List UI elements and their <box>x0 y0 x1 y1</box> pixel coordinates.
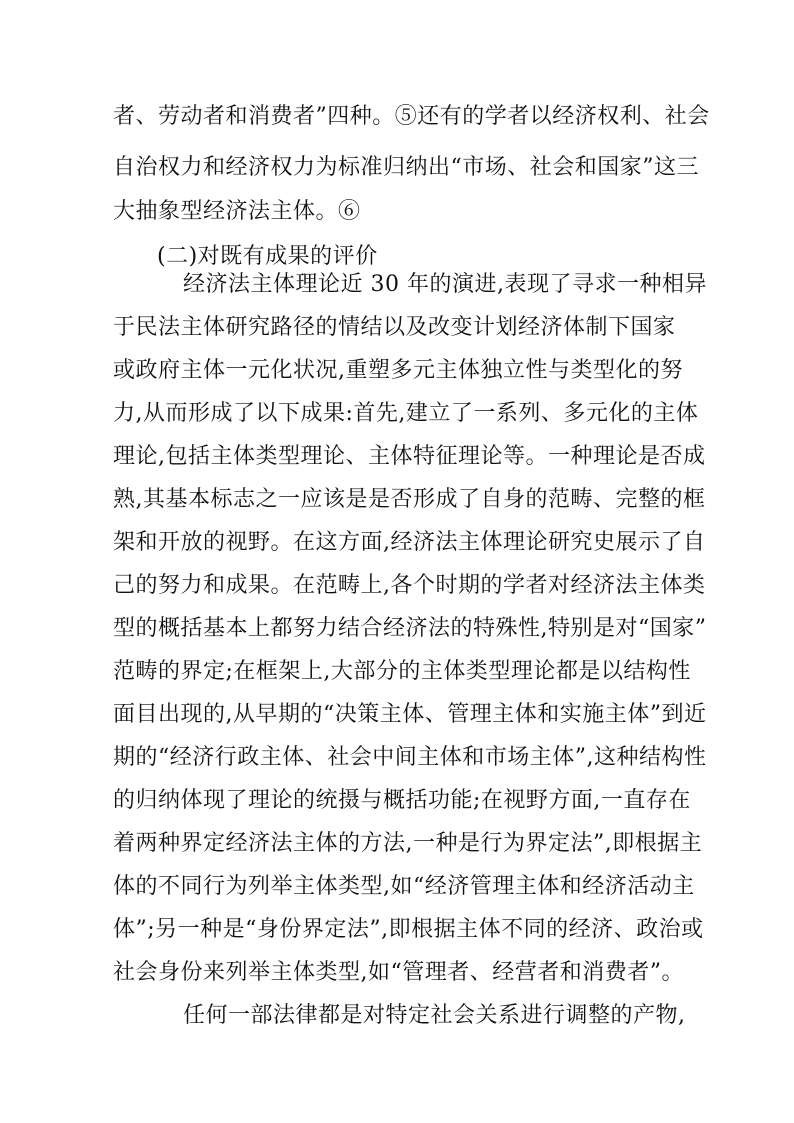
text-line: 社会身份来列举主体类型,如“管理者、经营者和消费者”。 <box>113 960 684 985</box>
text-line: 体”;另一种是“身份界定法”,即根据主体不同的经济、政治或 <box>113 917 704 942</box>
text-line: 己的努力和成果。在范畴上,各个时期的学者对经济法主体类 <box>113 573 706 598</box>
text-line: 理论,包括主体类型理论、主体特征理论等。一种理论是否成 <box>113 444 706 469</box>
text-line: 的归纳体现了理论的统摄与概括功能;在视野方面,一直存在 <box>113 788 691 813</box>
text-line: 范畴的界定;在框架上,大部分的主体类型理论都是以结构性 <box>113 659 691 684</box>
text-line: 型的概括基本上都努力结合经济法的特殊性,特别是对“国家” <box>113 616 707 641</box>
text-line: 熟,其基本标志之一应该是是否形成了自身的范畴、完整的框 <box>113 487 706 512</box>
text-line: 面目出现的,从早期的“决策主体、管理主体和实施主体”到近 <box>113 702 707 727</box>
text-line: 经济法主体理论近 30 年的演进,表现了寻求一种相异 <box>183 272 707 297</box>
text-line: 力,从而形成了以下成果:首先,建立了一系列、多元化的主体 <box>113 401 699 426</box>
text-line: 期的“经济行政主体、社会中间主体和市场主体”,这种结构性 <box>113 745 707 770</box>
section-heading: (二)对既有成果的评价 <box>157 244 378 269</box>
text-line: 体的不同行为列举主体类型,如“经济管理主体和经济活动主 <box>113 874 695 899</box>
text-line: 于民法主体研究路径的情结以及改变计划经济体制下国家 <box>113 315 676 340</box>
text-line: 任何一部法律都是对特定社会关系进行调整的产物, <box>183 1003 686 1028</box>
text-line: 架和开放的视野。在这方面,经济法主体理论研究史展示了自 <box>113 530 706 555</box>
text-line: 或政府主体一元化状况,重塑多元主体独立性与类型化的努 <box>113 358 683 383</box>
text-line: 着两种界定经济法主体的方法,一种是行为界定法”,即根据主 <box>113 831 703 856</box>
text-line: 者、劳动者和消费者”四种。⑤还有的学者以经济权利、社会 <box>113 104 710 129</box>
text-line: 大抽象型经济法主体。⑥ <box>113 199 361 224</box>
text-line: 自治权力和经济权力为标准归纳出“市场、社会和国家”这三 <box>113 155 699 180</box>
